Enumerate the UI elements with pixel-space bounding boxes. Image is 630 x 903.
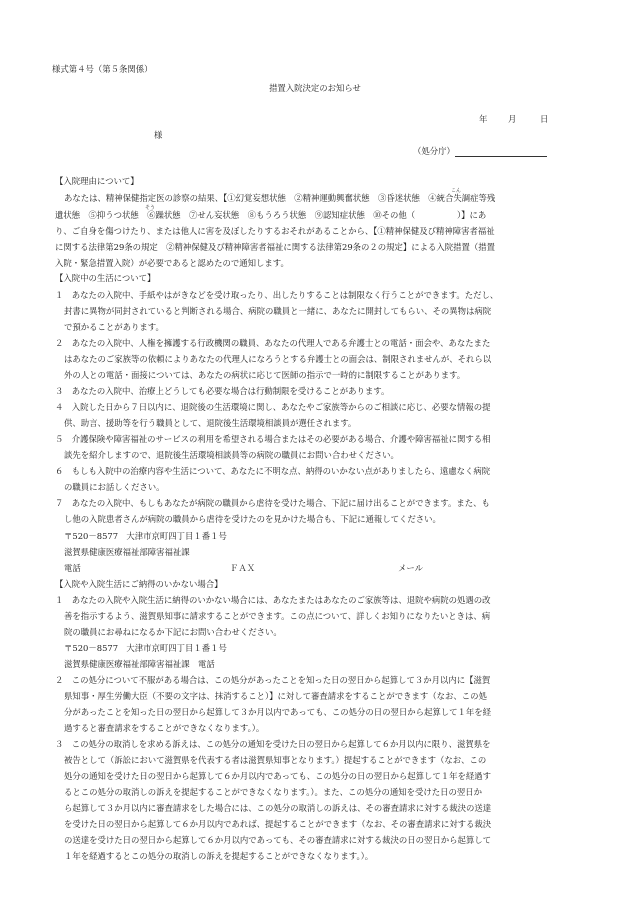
department-phone: 滋賀県健康医療福祉部障害福祉課 電話 [64, 659, 215, 669]
reason-heading: 【入院理由について】 [55, 176, 139, 186]
objection-line: 分があったことを知った日の翌日から起算して３か月以内であっても、この処分の日の翌日から起算して１年を経 [64, 707, 491, 717]
postal-address: 〒520－8577 大津市京町四丁目１番１号 [64, 643, 227, 653]
objection-line: 処分の通知を受けた日の翌日から起算して６か月以内であっても、この処分の日の翌日から起算して１年を経過す [64, 771, 492, 781]
department-name: 滋賀県健康医療福祉部障害福祉課 [64, 547, 190, 557]
life-line: はあなたのご家族等の依頼によりあなたの代理人になろうとする弁護士との面会は、制限されませんが、それら以 [64, 354, 492, 364]
objection-line: を受けた日の翌日から起算して６か月以内であれば、提起することができます（なお、その審査請求に対する裁決 [64, 819, 492, 829]
life-line: し他の入院患者さんが病院の職員から虐待を受けたのを見かけた場合も、下記に通報してください。 [64, 514, 441, 524]
objection-heading: 【入院や入院生活にご納得のいかない場合】 [55, 579, 223, 589]
life-line: 封書に異物が同封されていると判断される場合、病院の職員と一緒に、あなたに開封してもらい、その異物は病院 [64, 306, 492, 316]
life-line: ７ あなたの入院中、もしもあなたが病院の職員から虐待を受けた場合、下記に届け出ることができます。また、も [55, 498, 490, 508]
life-line: ４ 入院した日から７日以内に、退院後の生活環境に関し、あなたやご家族等からのご相談に応じ、必要な情報の提 [55, 402, 491, 412]
life-line: ２ あなたの入院中、人権を擁護する行政機関の職員、あなたの代理人である弁護士との電話・面会や、あなたまた [55, 338, 491, 348]
date-year-label: 年 [479, 114, 488, 124]
life-line: ６ もしも入院中の治療内容や生活について、あなたに不明な点、納得のいかない点がありましたら、遠慮なく病院 [55, 466, 491, 476]
objection-line: 被告として（訴訟において滋賀県を代表する者は滋賀県知事となります。）提起することができます（なお、この [64, 755, 487, 765]
reason-line: あなたは、精神保健指定医の診察の結果、【①幻覚妄想状態 ②精神運動興奮状態 ③昏迷状態 ④統合失調症等残 [64, 193, 496, 203]
reason-line: り、ご自身を傷つけたり、または他人に害を及ぼしたりするおそれがあることから、【①精神保健及び精神障害者福祉 [55, 226, 495, 236]
document-title: 措置入院決定のお知らせ [269, 83, 361, 93]
life-line: １ あなたの入院中、手紙やはがきなどを受け取ったり、出したりすることは制限なく行うことができます。ただし、 [55, 290, 499, 300]
reason-line: に関する法律第29条の規定 ②精神保健及び精神障害者福祉に関する法律第29条の２の規定】による入院措置（措置 [55, 242, 496, 252]
objection-line: １年を経過するとこの処分の取消しの訴えを提起することができなくなります。）。 [64, 851, 374, 861]
objection-line: １ あなたの入院や入院生活に納得のいかない場合には、あなたまたはあなたのご家族等は、退院や病院の処遇の改 [55, 595, 491, 605]
contact-fax-label: ＦＡＸ [230, 563, 256, 573]
objection-line: 県知事・厚生労働大臣（不要の文字は、抹消すること）】に対して審査請求をすることができます（なお、この処 [64, 691, 487, 701]
life-line: ５ 介護保険や障害福祉のサービスの利用を希望される場合またはその必要がある場合、介護や障害福祉に関する相 [55, 434, 491, 444]
life-line: ３ あなたの入院中、治療上どうしても必要な場合は行動制限を受けることがあります。 [55, 386, 390, 396]
life-line: の職員にお話しください。 [64, 482, 165, 492]
objection-line: 善を指示するよう、滋賀県知事に請求することができます。この点について、詳しくお知りになりたいときは、病 [64, 611, 491, 621]
objection-line: 院の職員にお尋ねになるか下記にお問い合わせください。 [64, 627, 282, 637]
objection-line: の送達を受けた日の翌日から起算して６か月以内であっても、その審査請求に対する裁決の日の翌日から起算して [64, 835, 492, 845]
contact-phone-label: 電話 [64, 563, 81, 573]
objection-line: ら起算して３か月以内に審査請求をした場合には、この処分の取消しの訴えは、その審査請求に対する裁決の送達 [64, 803, 492, 813]
reason-line: 遺状態 ⑤抑うつ状態 ⑥躁状態 ⑦せん妄状態 ⑧もうろう状態 ⑨認知症状態 ⑩その他（ ）】にあ [55, 210, 487, 220]
life-heading: 【入院中の生活について】 [55, 273, 156, 283]
date-day-label: 日 [540, 114, 549, 124]
form-number: 様式第４号（第５条関係） [52, 64, 153, 74]
addressee-honorific: 様 [154, 130, 163, 140]
ruby-kon: こん [451, 188, 462, 194]
reason-line: 入院・緊急措置入院）が必要であると認めたので通知します。 [55, 258, 289, 268]
objection-line: 過すると審査請求をすることができなくなります。）。 [64, 723, 265, 733]
ruby-sou: そう [145, 205, 156, 211]
authority-label: （処分庁） [413, 146, 455, 156]
life-line: で預かることがあります。 [64, 322, 164, 332]
postal-address: 〒520－8577 大津市京町四丁目１番１号 [64, 531, 227, 541]
authority-underline [455, 156, 547, 157]
objection-line: ２ この処分について不服がある場合は、この処分があったことを知った日の翌日から起算して３か月以内に【滋賀 [55, 675, 491, 685]
life-line: 外の人との電話・面接については、あなたの病状に応じて医師の指示で一時的に制限することがあります。 [64, 370, 466, 380]
objection-line: ３ この処分の取消しを求める訴えは、この処分の通知を受けた日の翌日から起算して６か月以内に限り、滋賀県を [55, 739, 491, 749]
life-line: 供、助言、援助等を行う職員として、退院後生活環境相談員が選任されます。 [64, 418, 357, 428]
date-month-label: 月 [508, 114, 517, 124]
contact-mail-label: メール [398, 563, 423, 573]
objection-line: るとこの処分の取消しの訴えを提起することができなくなります。）。また、この処分の通知を受けた日の翌日か [64, 787, 483, 797]
life-line: 談先を紹介しますので、退院後生活環境相談員等の病院の職員にお問い合わせください。 [64, 450, 399, 460]
